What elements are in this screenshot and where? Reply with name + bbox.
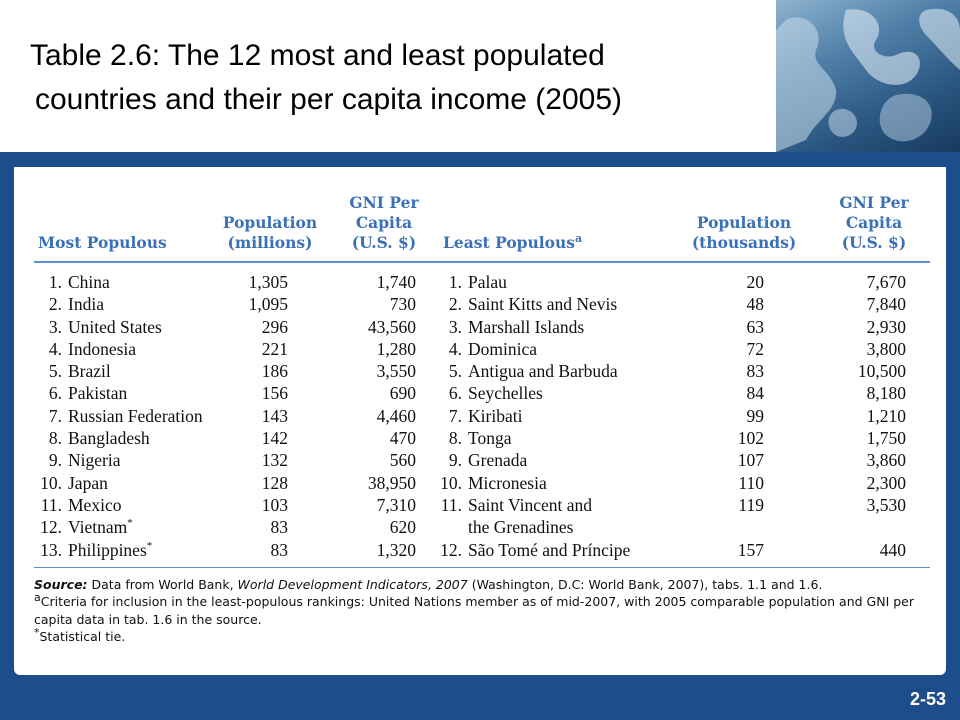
- most-country: [68, 539, 152, 561]
- most-population: 143: [261, 405, 288, 426]
- most-population: 132: [261, 450, 288, 471]
- least-gni: 2,300: [866, 472, 906, 493]
- most-population: 83: [270, 539, 288, 560]
- least-population: 48: [746, 294, 764, 315]
- table-row: [34, 271, 930, 293]
- most-rank: 12.: [40, 517, 62, 538]
- least-gni: 3,860: [866, 450, 906, 471]
- most-rank: 3.: [48, 316, 62, 337]
- most-country-name: Philippines: [68, 539, 147, 560]
- most-rank: 7.: [48, 405, 62, 426]
- least-rank: 3.: [448, 316, 462, 337]
- col-gni-2-l2: Capita: [845, 213, 903, 232]
- page-number: 2-53: [909, 689, 946, 709]
- least-gni: 3,530: [866, 494, 906, 515]
- table-frame: [0, 152, 960, 720]
- most-country-name: China: [68, 272, 110, 292]
- most-gni: 4,460: [376, 405, 416, 426]
- table-row: [34, 494, 930, 516]
- most-population: 296: [261, 316, 288, 337]
- least-population: 102: [737, 428, 764, 449]
- source-label: Source:: [34, 576, 88, 592]
- least-rank: 11.: [440, 494, 462, 515]
- most-gni: 38,950: [367, 472, 416, 493]
- least-rank: 4.: [448, 338, 462, 359]
- most-gni: 560: [389, 450, 416, 471]
- most-country-name: Pakistan: [68, 383, 128, 404]
- table-row: [34, 338, 930, 360]
- least-population: 63: [746, 316, 764, 337]
- least-country: São Tomé and Príncipe: [468, 539, 631, 560]
- most-country-name: Nigeria: [68, 450, 121, 471]
- most-country: [68, 271, 110, 293]
- footnote-a-mark: a: [34, 591, 41, 605]
- least-rank: 12.: [440, 539, 462, 560]
- col-gni-1-l1: GNI Per: [349, 193, 419, 212]
- most-country-name: Russian Federation: [68, 405, 203, 426]
- most-country-name: Vietnam: [68, 517, 128, 538]
- most-rank: 5.: [48, 361, 62, 382]
- most-gni: 470: [389, 428, 416, 449]
- most-population: 103: [261, 494, 288, 515]
- title-line-2: countries and their per capita income (2005): [35, 83, 622, 116]
- least-population: 119: [738, 494, 764, 515]
- footnote-star-text: Statistical tie.: [39, 629, 126, 645]
- table-body: [34, 263, 930, 561]
- least-gni: 2,930: [866, 316, 906, 337]
- most-rank: 2.: [48, 294, 62, 315]
- most-rank: 13.: [40, 539, 62, 560]
- table-row: [34, 539, 930, 561]
- table-row: [34, 427, 930, 449]
- most-gni: 7,310: [376, 494, 416, 515]
- most-country-name: United States: [68, 316, 162, 337]
- least-country: Seychelles: [468, 383, 543, 404]
- most-population: 1,305: [248, 272, 288, 292]
- most-country: [68, 293, 104, 315]
- col-gni-2-l3: (U.S. $): [841, 233, 907, 252]
- least-population: 107: [737, 450, 764, 471]
- most-rank: 4.: [48, 338, 62, 359]
- tie-marker: *: [127, 517, 133, 530]
- footnote-a-marker: a: [575, 231, 583, 245]
- most-gni: 1,280: [376, 338, 416, 359]
- table-row: [34, 516, 930, 538]
- most-rank: 11.: [40, 494, 62, 515]
- most-population: 156: [261, 383, 288, 404]
- most-gni: 730: [389, 294, 416, 315]
- most-country: [68, 472, 108, 494]
- most-gni: 620: [389, 517, 416, 538]
- col-gni-2-l1: GNI Per: [839, 193, 909, 212]
- most-population: 83: [270, 517, 288, 538]
- source-title: World Development Indicators, 2007: [237, 576, 468, 592]
- footnote-star-mark: *: [34, 626, 40, 640]
- least-rank: 1.: [448, 272, 462, 292]
- least-rank: 10.: [440, 472, 462, 493]
- least-population: 83: [746, 361, 764, 382]
- least-gni: 1,750: [866, 428, 906, 449]
- least-gni: 8,180: [866, 383, 906, 404]
- most-country-name: Japan: [68, 472, 108, 493]
- least-country: Marshall Islands: [468, 316, 585, 337]
- most-country: [68, 382, 127, 404]
- least-gni: 1,210: [866, 405, 906, 426]
- most-country: [68, 405, 203, 427]
- most-population: 142: [261, 428, 288, 449]
- most-population: 128: [261, 472, 288, 493]
- most-rank: 8.: [48, 428, 62, 449]
- least-rank: 8.: [448, 428, 462, 449]
- least-gni: 7,840: [866, 294, 906, 315]
- most-country-name: Bangladesh: [68, 428, 150, 449]
- least-population: 157: [737, 539, 764, 560]
- most-country: [68, 338, 136, 360]
- most-gni: 3,550: [376, 361, 416, 382]
- least-country: Dominica: [468, 338, 538, 359]
- least-country: Kiribati: [468, 405, 523, 426]
- col-gni-per-capita-2: [834, 193, 914, 253]
- most-country: [68, 449, 120, 471]
- col-population-millions: [220, 213, 320, 253]
- most-rank: 9.: [48, 450, 62, 471]
- data-table: [34, 183, 930, 646]
- least-country: Tonga: [468, 428, 512, 449]
- least-gni: 7,670: [866, 272, 906, 292]
- least-population: 99: [746, 405, 764, 426]
- most-rank: 6.: [48, 383, 62, 404]
- most-rank: 1.: [48, 272, 62, 292]
- least-rank: 7.: [448, 405, 462, 426]
- table-row: [34, 316, 930, 338]
- col-least-populous-label: Least Populous: [443, 233, 575, 252]
- most-country-name: Brazil: [68, 361, 111, 382]
- col-population-millions-l2: (millions): [227, 233, 313, 252]
- least-country-continued: the Grenadines: [468, 517, 574, 538]
- decorative-map-image: [776, 0, 960, 152]
- least-gni: 3,800: [866, 338, 906, 359]
- footnote-star: [34, 628, 934, 646]
- least-country: Micronesia: [468, 472, 547, 493]
- least-rank: 2.: [448, 294, 462, 315]
- most-country: [68, 316, 162, 338]
- slide-title: [30, 34, 770, 122]
- most-population: 1,095: [248, 294, 288, 315]
- col-most-populous: Most Populous: [38, 233, 167, 252]
- least-country: Saint Kitts and Nevis: [468, 294, 618, 315]
- least-rank: 9.: [448, 450, 462, 471]
- least-country: Antigua and Barbuda: [468, 361, 618, 382]
- least-country: Saint Vincent and: [468, 494, 593, 515]
- table-row: [34, 360, 930, 382]
- title-line-1: Table 2.6: The 12 most and least populated: [30, 39, 605, 72]
- most-rank: 10.: [40, 472, 62, 493]
- least-gni: 10,500: [857, 361, 906, 382]
- most-gni: 1,320: [376, 539, 416, 560]
- table-row: [34, 405, 930, 427]
- table-row: [34, 293, 930, 315]
- col-population-millions-l1: Population: [222, 213, 318, 232]
- most-population: 186: [261, 361, 288, 382]
- least-population: 20: [746, 272, 764, 292]
- most-country-name: India: [68, 294, 104, 315]
- least-gni: 440: [879, 539, 906, 560]
- most-population: 221: [261, 338, 288, 359]
- least-population: 72: [746, 338, 764, 359]
- most-country: [68, 360, 111, 382]
- footnote-a-text: Criteria for inclusion in the least-populous rankings: United Nations member as of mid-2007, with 2005 comparable population and GNI per capita data in tab. 1.6 in the source.: [34, 594, 915, 627]
- least-population: 110: [738, 472, 764, 493]
- table-notes: [34, 576, 934, 646]
- col-least-populous: [443, 233, 582, 253]
- source-text-2: (Washington, D.C: World Bank, 2007), tabs. 1.1 and 1.6.: [467, 576, 823, 592]
- source-text-1: Data from World Bank,: [87, 576, 238, 592]
- most-gni: 690: [389, 383, 416, 404]
- col-population-thousands-l1: Population: [696, 213, 792, 232]
- table-panel: [14, 167, 946, 675]
- table-row: [34, 382, 930, 404]
- most-country: [68, 494, 121, 516]
- least-population: 84: [746, 383, 764, 404]
- col-gni-1-l3: (U.S. $): [351, 233, 417, 252]
- table-row: [34, 449, 930, 471]
- most-country-name: Indonesia: [68, 338, 137, 359]
- col-gni-per-capita-1: [344, 193, 424, 253]
- most-country: [68, 427, 150, 449]
- footnote-a: [34, 593, 934, 628]
- least-country: Grenada: [468, 450, 528, 471]
- least-country: Palau: [468, 272, 507, 292]
- col-population-thousands: [684, 213, 804, 253]
- most-country: [68, 516, 133, 538]
- least-rank: 6.: [448, 383, 462, 404]
- most-gni: 1,740: [376, 272, 416, 292]
- footer-rule: [34, 567, 930, 568]
- tie-marker: *: [146, 539, 153, 552]
- least-rank: 5.: [448, 361, 462, 382]
- source-note: [34, 576, 934, 594]
- col-gni-1-l2: Capita: [355, 213, 413, 232]
- col-population-thousands-l2: (thousands): [691, 233, 797, 252]
- most-gni: 43,560: [367, 316, 416, 337]
- table-header: [34, 183, 930, 261]
- most-country-name: Mexico: [68, 494, 122, 515]
- table-row: [34, 472, 930, 494]
